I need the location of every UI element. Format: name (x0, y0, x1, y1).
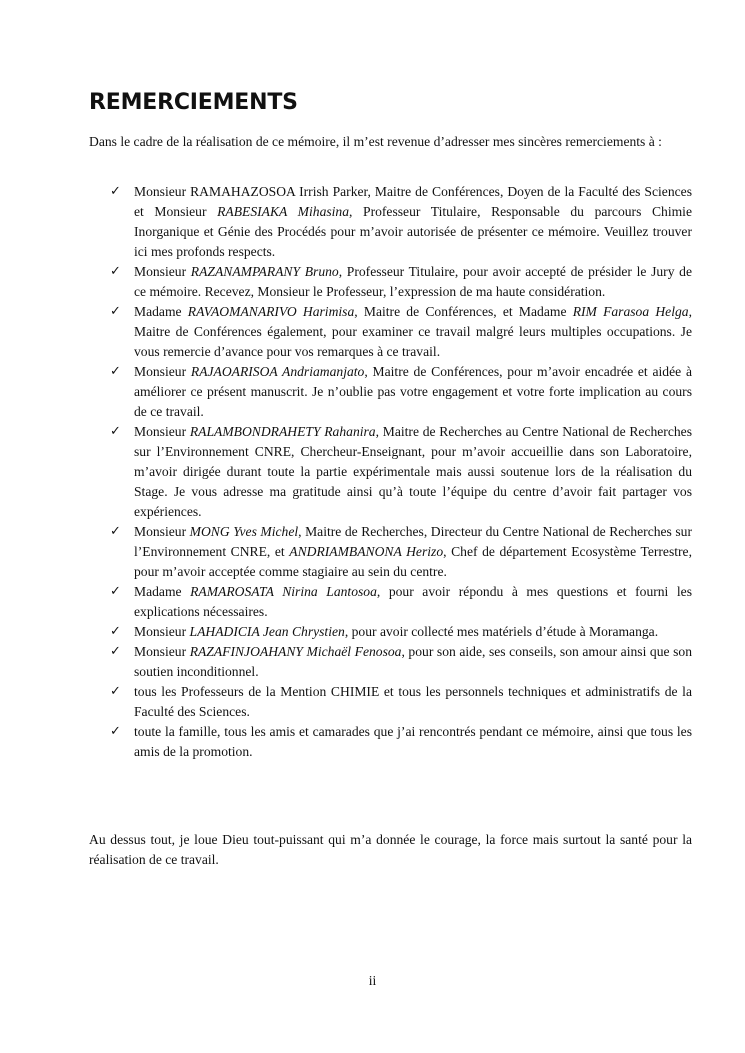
checkmark-icon: ✓ (110, 724, 121, 739)
person-name: RABESIAKA Mihasina (217, 204, 350, 219)
checkmark-icon: ✓ (110, 644, 121, 659)
list-item-text: Monsieur (134, 364, 191, 379)
acknowledgement-list (89, 182, 692, 762)
list-item-text: Monsieur (134, 424, 190, 439)
list-item-text: tous les Professeurs de la Mention CHIMIE et tous les personnels techniques et administratifs de la Faculté des Sciences. (134, 684, 692, 719)
list-item (89, 642, 692, 682)
list-item-text: Monsieur (134, 644, 190, 659)
person-name: ANDRIAMBANONA Herizo (289, 544, 444, 559)
checkmark-icon: ✓ (110, 684, 121, 699)
page-number: ii (368, 973, 377, 988)
person-name: RAZANAMPARANY Bruno (190, 264, 339, 279)
list-item (89, 302, 692, 362)
checkmark-icon: ✓ (110, 424, 121, 439)
checkmark-icon: ✓ (110, 184, 121, 199)
checkmark-icon: ✓ (110, 304, 121, 319)
list-item-text: Madame (134, 304, 188, 319)
list-item-text: , Maitre de Conférences également, pour examiner ce travail malgré leurs multiples occupations. Je vous remercie d’avance pour vos remarques à ce travail. (134, 304, 692, 359)
checkmark-icon: ✓ (110, 264, 121, 279)
list-item-text: , Chef de département Ecosystème Terrestre, pour m’avoir acceptée comme stagiaire au sein du centre. (134, 544, 692, 579)
person-name: RALAMBONDRAHETY Rahanira (189, 424, 376, 439)
checkmark-icon: ✓ (110, 524, 121, 539)
person-name: LAHADICIA Jean Chrystien (189, 624, 345, 639)
list-item-text: , pour son aide, ses conseils, son amour ainsi que son soutien inconditionnel. (134, 644, 692, 679)
list-item-text: toute la famille, tous les amis et camarades que j’ai rencontrés pendant ce mémoire, ainsi que tous les amis de la promotion. (134, 724, 692, 759)
list-item-text: , pour avoir répondu à mes questions et fourni les explications nécessaires. (134, 584, 692, 619)
page-title: REMERCIEMENTS (89, 90, 298, 115)
list-item-text: , Maitre de Recherches au Centre National de Recherches sur l’Environnement CNRE, Chercheur-Enseignant, pour m’avoir accueillie dans son Laboratoire, m’avoir dirigée durant toute la partie expérimentale mais aussi soutenue lors de la réalisation du Stage. Je vous adresse ma gratitude ainsi qu’à toute l’équipe du centre d’avoir fait partager vos expériences. (134, 424, 692, 519)
closing-paragraph: Au dessus tout, je loue Dieu tout-puissant qui m’a donnée le courage, la force mais surtout la santé pour la réalisation de ce travail. (89, 832, 692, 867)
list-item-text: Monsieur (134, 624, 190, 639)
list-item-text: , Maitre de Recherches, Directeur du Centre National de Recherches sur l’Environnement CNRE, et (134, 524, 692, 559)
person-name: RAJAOARISOA Andriamanjato (190, 364, 365, 379)
checkmark-icon: ✓ (110, 624, 121, 639)
list-item (89, 582, 692, 622)
list-item (89, 622, 692, 642)
list-item (89, 722, 692, 762)
person-name: RAVAOMANARIVO Harimisa (187, 304, 355, 319)
person-name: MONG Yves Michel (189, 524, 299, 539)
list-item-text: , Professeur Titulaire, Responsable du parcours Chimie Inorganique et Génie des Procédés pour m’avoir autorisée de présenter ce mémoire. Veuillez trouver ici mes profonds respects. (134, 204, 692, 259)
list-item-text: , Maitre de Conférences, pour m’avoir encadrée et aidée à améliorer ce présent manuscrit. Je n’oublie pas votre engagement et votre forte implication au cours de ce travail. (134, 364, 692, 419)
list-item (89, 182, 692, 262)
list-item (89, 522, 692, 582)
person-name: RAMAROSATA Nirina Lantosoa (190, 584, 377, 599)
checkmark-icon: ✓ (110, 364, 121, 379)
list-item-text: , pour avoir collecté mes matériels d’étude à Moramanga. (344, 624, 659, 639)
list-item-text: Monsieur RAMAHAZOSOA Irrish Parker, Maitre de Conférences, Doyen de la Faculté des Sciences et Monsieur (134, 184, 692, 219)
list-item (89, 422, 692, 522)
person-name: RAZAFINJOAHANY Michaël Fenosoa (189, 644, 402, 659)
list-item-text: Madame (134, 584, 191, 599)
list-item-text: Monsieur (134, 264, 191, 279)
list-item (89, 682, 692, 722)
list-item-text: Monsieur (134, 524, 190, 539)
list-item-text: , Professeur Titulaire, pour avoir accepté de présider le Jury de ce mémoire. Recevez, Monsieur le Professeur, l’expression de ma haute considération. (134, 264, 692, 299)
checkmark-icon: ✓ (110, 584, 121, 599)
person-name: RIM Farasoa Helga (572, 304, 689, 319)
list-item (89, 262, 692, 302)
list-item-text: , Maitre de Conférences, et Madame (354, 304, 573, 319)
intro-paragraph: Dans le cadre de la réalisation de ce mémoire, il m’est revenue d’adresser mes sincères remerciements à : (89, 134, 662, 149)
list-item (89, 362, 692, 422)
